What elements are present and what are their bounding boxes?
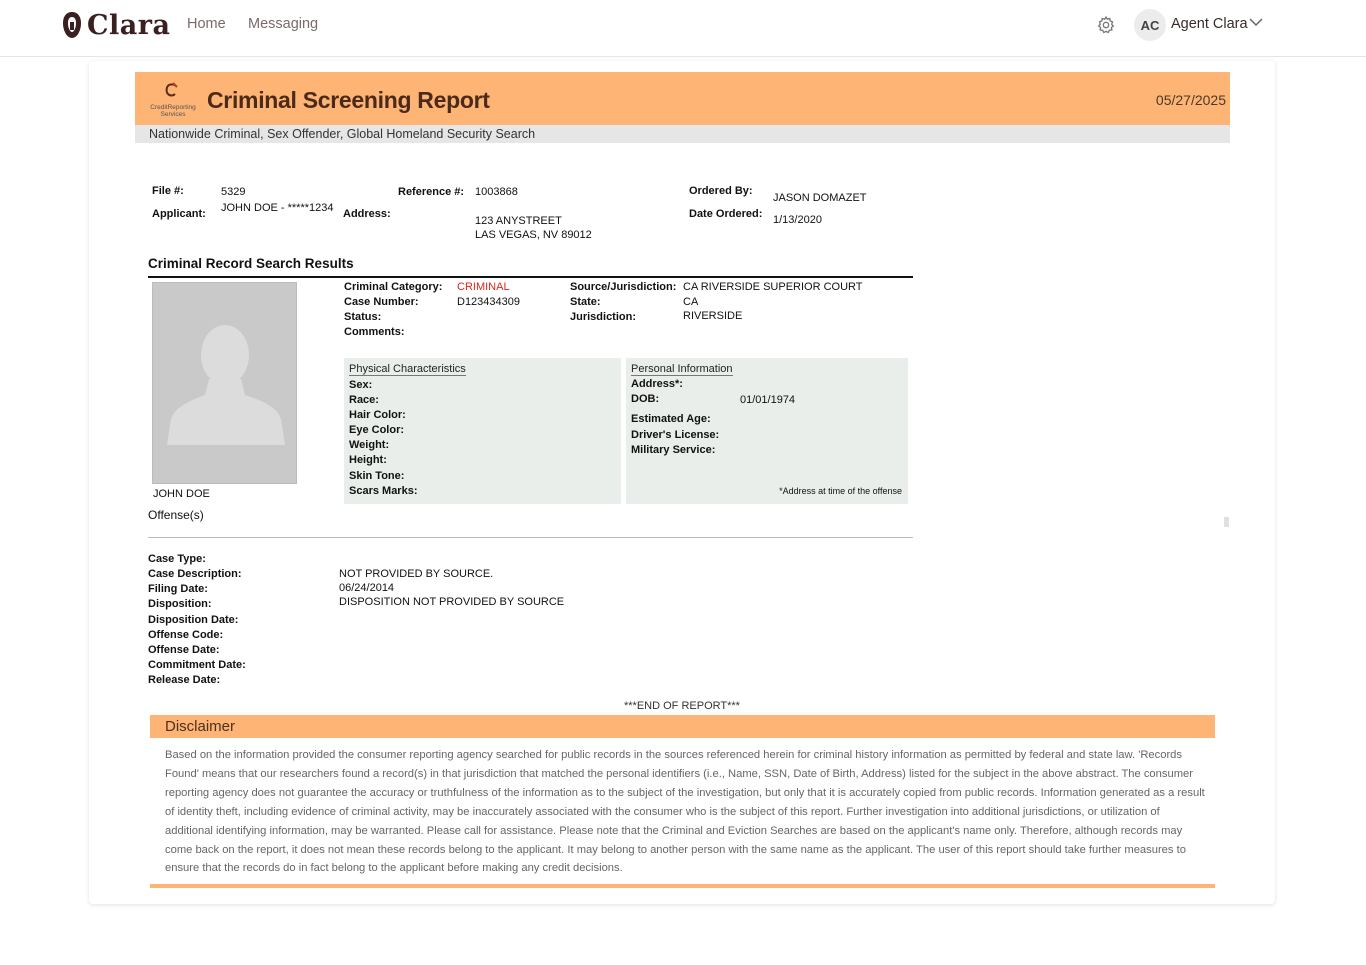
person-placeholder-icon	[153, 283, 297, 484]
state-value: CA	[683, 296, 699, 308]
address-footnote: *Address at time of the offense	[779, 486, 902, 496]
file-label: File #:	[152, 185, 184, 197]
estimated-age-label: Estimated Age:	[631, 413, 711, 425]
disclaimer-bottom-bar	[150, 884, 1215, 888]
race-label: Race:	[349, 394, 379, 406]
case-type-label: Case Type:	[148, 553, 206, 565]
reference-value: 1003868	[475, 186, 518, 198]
comments-label: Comments:	[344, 326, 405, 338]
end-of-report: ***END OF REPORT***	[624, 700, 740, 712]
subject-photo	[152, 282, 297, 484]
commitment-date-label: Commitment Date:	[148, 659, 246, 671]
disposition-date-label: Disposition Date:	[148, 614, 239, 626]
weight-label: Weight:	[349, 439, 390, 451]
crs-logo-text: CreditReporting Services	[150, 104, 196, 118]
military-service-label: Military Service:	[631, 444, 716, 456]
file-value: 5329	[221, 186, 246, 198]
nav-home[interactable]: Home	[187, 16, 226, 32]
offense-code-label: Offense Code:	[148, 629, 224, 641]
report-header	[135, 72, 1230, 125]
height-label: Height:	[349, 454, 387, 466]
skin-tone-label: Skin Tone:	[349, 470, 405, 482]
applicant-label: Applicant:	[152, 208, 206, 220]
app-name: Clara	[87, 9, 171, 41]
category-value: CRIMINAL	[457, 281, 510, 293]
disclaimer-header	[150, 715, 1215, 738]
sex-label: Sex:	[349, 379, 373, 391]
nav-messaging[interactable]: Messaging	[248, 16, 319, 32]
report-title: Criminal Screening Report	[207, 87, 490, 113]
clara-logo[interactable]	[61, 9, 170, 41]
case-description-value: NOT PROVIDED BY SOURCE.	[339, 568, 494, 580]
crs-logo	[142, 82, 198, 120]
offenses-label: Offense(s)	[148, 508, 204, 522]
ordered-by-value: JASON DOMAZET	[773, 192, 867, 204]
scrollbar-thumb[interactable]	[1224, 517, 1229, 527]
applicant-value: JOHN DOE - *****1234	[221, 202, 334, 214]
clara-logo-icon	[61, 11, 83, 39]
date-ordered-label: Date Ordered:	[689, 208, 763, 220]
hair-color-label: Hair Color:	[349, 409, 406, 421]
section-divider	[148, 537, 913, 538]
source-value: CA RIVERSIDE SUPERIOR COURT	[683, 281, 863, 293]
disposition-label: Disposition:	[148, 598, 212, 610]
physical-panel	[344, 358, 621, 504]
case-number-label: Case Number:	[344, 296, 419, 308]
address-label: Address:	[343, 208, 391, 220]
personal-panel	[626, 358, 908, 504]
chevron-down-icon[interactable]	[1249, 17, 1263, 27]
eye-color-label: Eye Color:	[349, 424, 405, 436]
dob-value: 01/01/1974	[740, 394, 796, 406]
drivers-license-label: Driver's License:	[631, 429, 720, 441]
filing-date-label: Filing Date:	[148, 583, 208, 595]
reference-label: Reference #:	[398, 186, 465, 198]
results-title: Criminal Record Search Results	[148, 256, 354, 271]
category-label: Criminal Category:	[344, 281, 443, 293]
case-description-label: Case Description:	[148, 568, 242, 580]
avatar[interactable]: AC	[1134, 9, 1166, 41]
photo-caption: JOHN DOE	[153, 488, 210, 500]
jurisdiction-value: RIVERSIDE	[683, 310, 743, 322]
date-ordered-value: 1/13/2020	[773, 214, 822, 226]
results-divider	[148, 276, 913, 278]
release-date-label: Release Date:	[148, 674, 221, 686]
address-line2: LAS VEGAS, NV 89012	[475, 229, 592, 241]
gear-icon[interactable]	[1096, 15, 1116, 35]
disclaimer-text: Based on the information provided the consumer reporting agency searched for public records in the sources referenced herein for criminal history information as permitted by federal and state law. 'Records Found' means that our researchers found a record(s) in that jurisdiction that matched the personal identifiers (i.e., Name, SSN, Date of Birth, Address) listed for the subject in the above abstract. The consumer reporting agency does not guarantee the accuracy or truthfulness of the information as to the subject of the investigation, but only that it is accurately copied from public records. Information generated as a result of identity theft, including evidence of criminal activity, may be inaccurately associated with the consumer who is the subject of this report. Further investigation into additional jurisdictions, or utilization of additional identifying information, may be warranted. Please call for assistance. Please note that the Criminal and Eviction Searches are based on the applicant's name only. Therefore, although records may come back on the report, it does not mean these records belong to the applicant. It may belong to another person with the same name as the applicant. The user of this report should take further measures to ensure that the records do in fact belong to the applicant before making any credit decisions.	[165, 749, 1205, 875]
state-label: State:	[570, 296, 601, 308]
report-subtitle: Nationwide Criminal, Sex Offender, Global Homeland Security Search	[135, 125, 1230, 143]
physical-title: Physical Characteristics	[349, 363, 466, 375]
filing-date-value: 06/24/2014	[339, 582, 395, 594]
disposition-value: DISPOSITION NOT PROVIDED BY SOURCE	[339, 596, 565, 608]
address-star-label: Address*:	[631, 378, 683, 390]
address-line1: 123 ANYSTREET	[475, 215, 562, 227]
case-number-value: D123434309	[457, 296, 521, 308]
scars-marks-label: Scars Marks:	[349, 485, 418, 497]
dob-label: DOB:	[631, 393, 660, 405]
offense-date-label: Offense Date:	[148, 644, 220, 656]
report-date: 05/27/2025	[1155, 92, 1226, 108]
jurisdiction-label: Jurisdiction:	[570, 311, 637, 323]
personal-title: Personal Information	[631, 363, 733, 375]
ordered-by-label: Ordered By:	[689, 185, 753, 197]
disclaimer-title: Disclaimer	[165, 718, 236, 735]
crs-logo-icon	[161, 82, 179, 102]
user-name[interactable]: Agent Clara	[1171, 16, 1248, 32]
status-label: Status:	[344, 311, 382, 323]
source-label: Source/Jurisdiction:	[570, 281, 677, 293]
top-nav	[0, 0, 1366, 57]
